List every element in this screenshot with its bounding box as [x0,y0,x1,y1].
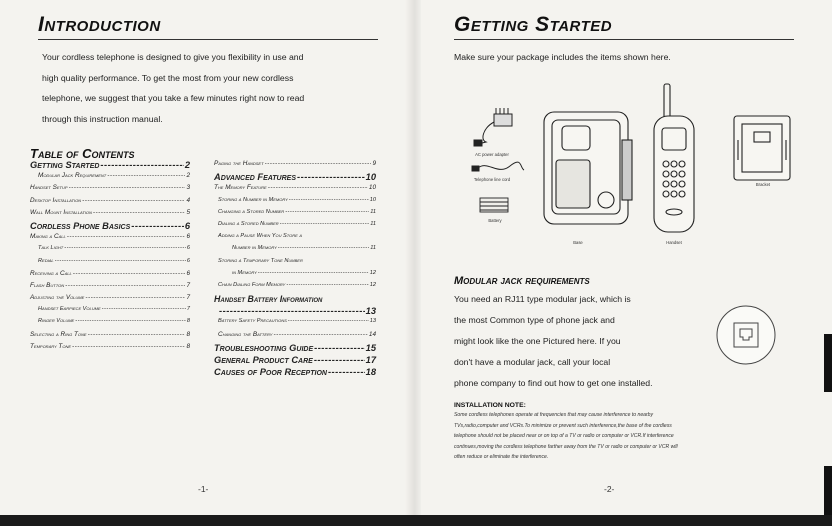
note-line: often reduce or eliminate the interference. [454,454,549,460]
heading-rule [454,39,794,40]
toc-leader-dots [285,209,369,215]
toc-entry-label: Making a Call [30,233,66,241]
toc-entry-page: 6 [186,269,190,277]
line-cord-caption: Telephone line cord [473,177,511,182]
toc-entry [214,221,376,233]
modular-jack-paragraph [454,289,724,394]
base-caption: Base [573,240,583,245]
modular-line: the most Common type of phone jack and [454,315,615,325]
toc-entry-page: 7 [186,294,190,302]
toc-entry-label: Getting Started [30,160,100,170]
modular-line: phone company to find out how to get one installed. [454,378,653,388]
modular-line: don't have a modular jack, call your local [454,357,611,367]
toc-leader-dots [314,355,365,365]
toc-leader-dots [73,270,186,277]
toc-entry [214,343,376,355]
toc-entry [214,172,376,184]
toc-entry [214,184,376,196]
toc-entry-label: Causes of Poor Reception [214,367,327,378]
intro-paragraph [42,47,392,129]
modular-jack-heading: Modular jack requirements [454,275,590,287]
introduction-heading: Introduction [38,13,161,36]
toc-entry-label: Chain Dialing Form Memory [218,281,286,288]
toc-entry-label: in Memory [232,269,257,276]
toc-leader-dots [280,221,370,227]
toc-entry-page: 10 [368,184,376,192]
handset-icon [654,84,694,232]
toc-leader-dots [314,343,365,353]
note-line: continues,moving the cordless telephone farther away from the TV or radio or computer or VCR will [454,443,678,450]
installation-note-body [454,410,824,463]
page-edge-mark [824,334,832,392]
intro-line: telephone, we suggest that you take a few minutes right now to read [42,93,305,103]
toc-leader-dots [268,184,368,191]
toc-entry-page: 12 [369,269,376,276]
base-icon [544,112,632,224]
toc-leader-dots [100,160,183,170]
toc-entry [214,367,376,379]
toc-entry [214,318,376,330]
toc-entry-label: Modular Jack Requirement [38,172,107,180]
toc-entry [30,160,190,172]
toc-entry-page: 7 [186,281,190,289]
toc-leader-dots [64,245,186,251]
toc-entry-page: 13 [369,318,376,325]
toc-entry-page: 6 [186,233,190,241]
toc-leader-dots [131,221,184,231]
scan-bottom-edge [0,515,832,526]
toc-leader-dots [75,318,186,324]
toc-leader-dots [265,160,372,167]
phone-cord-icon [472,162,524,171]
toc-entry-page: 6 [186,257,190,264]
toc-leader-dots [107,172,185,179]
toc-entry-label: Flash Button [30,281,65,289]
toc-column-1 [30,160,190,355]
toc-column-2 [214,160,376,379]
toc-entry-label: Handset Setup [30,184,68,192]
toc-entry [30,209,190,221]
toc-entry [30,318,190,330]
toc-entry-page: 14 [368,330,376,338]
left-page [0,0,410,515]
toc-heading: Table of Contents [30,146,135,161]
toc-entry-label: Troubleshooting Guide [214,342,314,353]
package-contents-illustration [458,80,818,250]
toc-entry [30,343,190,355]
toc-entry [30,245,190,257]
toc-leader-dots [219,306,365,316]
toc-entry-label: Battery Safety Precautions [218,318,287,325]
toc-entry: Adding a Pause When You Store a [218,233,303,240]
toc-entry [214,245,376,257]
toc-entry-label: Temporary Tone [30,342,71,350]
toc-entry-label: Receiving a Call [30,269,72,277]
toc-entry-page: 9 [372,160,376,167]
note-line: TVs,radio,computer and VCRs.To minimize or prevent such interference,the base of the cordless [454,422,672,429]
toc-leader-dots [328,367,365,377]
toc-leader-dots [102,306,186,312]
toc-entry-page: 11 [370,220,376,227]
toc-leader-dots [273,331,367,338]
toc-entry [214,270,376,282]
toc-entry-label: The Memory Feature [214,184,267,192]
toc-entry [30,172,190,184]
page-edge-mark [824,466,832,516]
toc-entry [214,331,376,343]
toc-entry-label: Number in Memory [232,245,277,252]
bracket-caption: Bracket [755,182,771,187]
toc-entry [214,294,376,306]
toc-entry-page: 6 [184,220,190,231]
toc-entry-page: 6 [186,245,190,252]
battery-caption: Battery [488,218,502,223]
toc-entry-label: Dialing a Stored Number [218,220,279,227]
toc-entry-page: 18 [365,367,376,378]
battery-icon [480,198,508,212]
toc-entry-label: Handset Battery Information [214,294,323,305]
toc-entry-page: 8 [186,342,190,350]
right-page [418,0,824,515]
toc-entry-page: 11 [370,245,376,252]
intro-line: high quality performance. To get the most from your new cordless [42,72,294,83]
toc-leader-dots [289,197,369,203]
getting-started-heading: Getting Started [454,13,613,36]
toc-entry-page: 12 [369,281,376,288]
toc-entry-page: 2 [186,172,190,180]
toc-entry [214,355,376,367]
toc-leader-dots [297,172,365,182]
rj11-jack-icon [714,303,778,367]
toc-entry [214,282,376,294]
toc-entry-label: General Product Care [214,355,313,365]
toc-entry-label: Changing the Battery [218,330,273,338]
toc-entry-label: Adjusting the Volume [30,294,85,302]
toc-entry [30,233,190,245]
note-line: Some cordless telephones operate at frequencies that may cause interference to nearby [454,412,654,418]
toc-leader-dots [288,318,369,324]
toc-entry [214,160,376,172]
toc-entry-label: Handset Earpiece Volume [38,306,101,313]
toc-leader-dots [258,270,369,276]
toc-entry [214,197,376,209]
toc-entry-label: Paging the Handset [214,160,264,167]
page-number-right: -2- [604,484,615,494]
toc-entry-label: Cordless Phone Basics [30,220,131,231]
toc-leader-dots [93,209,186,216]
ac-adapter-icon [474,108,512,146]
ac-adapter-caption: AC power adapter [475,152,509,157]
toc-entry-label: Ringer Volume [38,318,75,325]
toc-leader-dots [55,258,186,264]
toc-leader-dots [85,294,185,301]
intro-line: Your cordless telephone is designed to give you flexibility in use and [42,52,304,62]
toc-entry-page: 7 [186,306,190,313]
toc-entry-page: 4 [186,196,190,204]
intro-line: through this instruction manual. [42,113,163,124]
bracket-icon [734,116,790,180]
page-number-left: -1- [198,484,209,494]
toc-leader-dots [72,343,185,350]
toc-entry-page: 17 [365,355,376,365]
toc-leader-dots [65,282,185,289]
toc-leader-dots [82,197,185,204]
toc-leader-dots [88,331,186,338]
toc-entry [30,221,190,233]
toc-entry-label: Desktop Installation [30,196,82,204]
toc-leader-dots [69,184,186,191]
toc-entry [30,282,190,294]
note-line: telephone should not be placed near or on top of a TV or radio or computer or VCR.If interference [454,433,674,439]
toc-entry-label: Storing a Number in Memory [218,196,288,203]
modular-line: You need an RJ11 type modular jack, which is [454,294,631,304]
package-intro: Make sure your package includes the items shown here. [454,52,671,62]
toc-entry-label: Wall Mount Installation [30,208,92,216]
toc-entry-page: 15 [365,342,376,353]
toc-entry-page: 10 [365,172,376,183]
toc-entry [30,270,190,282]
installation-note-title: INSTALLATION NOTE: [454,402,526,409]
toc-entry-label: Selecting a Ring Tone [30,330,87,338]
toc-entry [30,306,190,318]
toc-leader-dots [286,282,368,288]
toc-entry-page: 11 [370,208,376,215]
toc-entry-page: 8 [186,318,190,325]
toc-entry-page: 5 [186,208,190,216]
modular-line: might look like the one Pictured here. If you [454,336,621,346]
toc-entry [30,331,190,343]
toc-entry [30,184,190,196]
toc-entry-page: 2 [184,160,190,170]
toc-entry [214,209,376,221]
toc-entry-page: 3 [186,184,190,192]
toc-entry [30,294,190,306]
toc-entry [30,258,190,270]
toc-entry-label: Advanced Features [214,172,296,183]
toc-entry-label: Talk Light [38,245,64,252]
toc-leader-dots [67,233,186,240]
toc-leader-dots [278,245,369,251]
toc-entry [30,197,190,209]
toc-entry-page: 10 [369,196,376,203]
toc-entry: Storing a Temporary Tone Number [218,257,303,264]
toc-entry-page: 8 [186,330,190,338]
toc-entry-page: 13 [365,306,376,317]
toc-entry-label: Redial [38,257,54,264]
toc-entry-label: Changing a Stored Number [218,208,285,215]
heading-rule [38,39,378,40]
toc-entry [214,306,376,318]
handset-caption: Handset [666,240,682,245]
